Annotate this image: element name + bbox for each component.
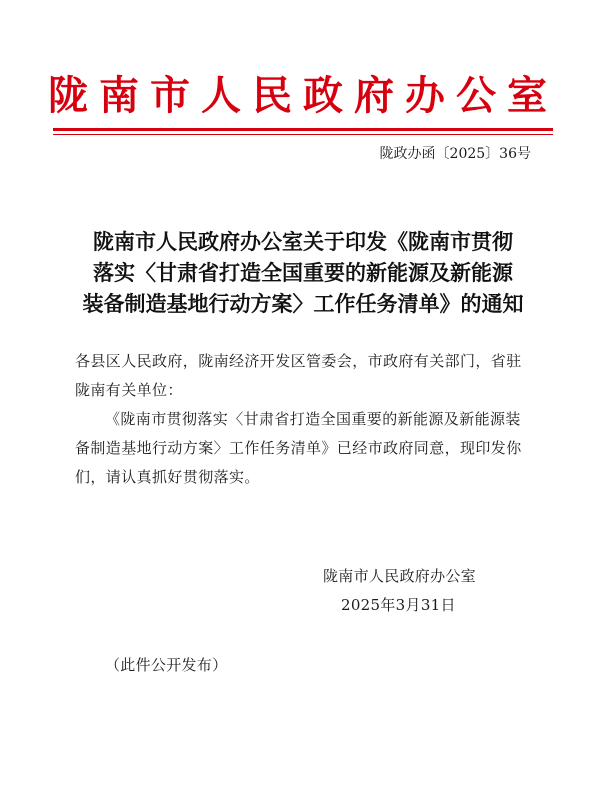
addressee: 各县区人民政府，陇南经济开发区管委会，市政府有关部门，省驻陇南有关单位： — [75, 352, 522, 399]
document-title — [70, 226, 536, 319]
red-header-rule-thick — [53, 128, 553, 131]
document-number: 陇政办函〔2025〕36号 — [379, 146, 531, 162]
document-title-line: 陇南市人民政府办公室关于印发《陇南市贯彻 — [93, 229, 513, 254]
issuing-authority-header: 陇南市人民政府办公室 — [48, 72, 558, 119]
publish-note: （此件公开发布） — [105, 656, 228, 674]
document-title-line: 装备制造基地行动方案〉工作任务清单》的通知 — [82, 291, 524, 316]
signer: 陇南市人民政府办公室 — [323, 567, 477, 585]
document-title-line: 落实〈甘肃省打造全国重要的新能源及新能源 — [93, 260, 513, 285]
red-header-rule-thin — [53, 134, 553, 135]
sign-date: 2025年3月31日 — [341, 596, 456, 614]
body-paragraph: 《陇南市贯彻落实〈甘肃省打造全国重要的新能源及新能源装备制造基地行动方案〉工作任务清单》已经市政府同意，现印发你们，请认真抓好贯彻落实。 — [75, 410, 522, 486]
